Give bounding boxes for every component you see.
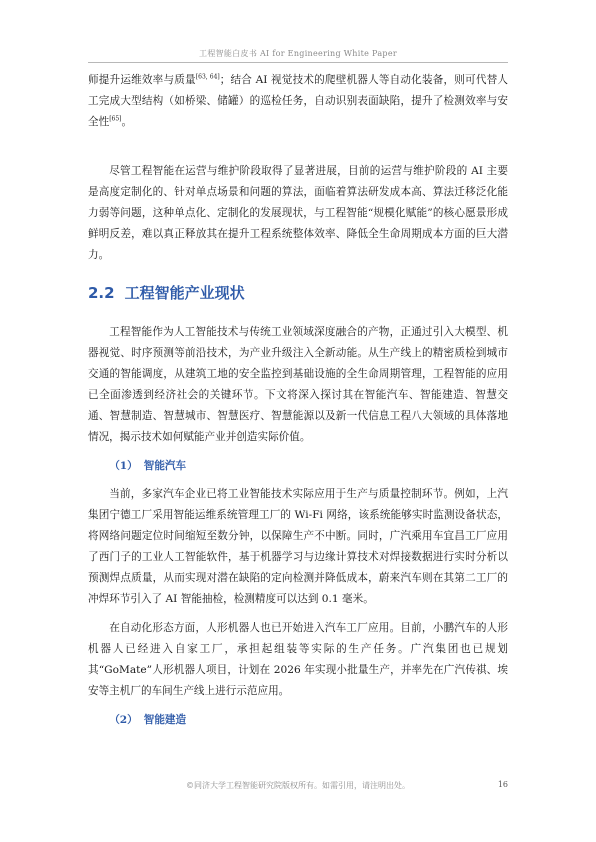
paragraph-industry-overview: 工程智能作为人工智能技术与传统工业领域深度融合的产物，正通过引入大模型、机器视觉、时序预测等前沿技术，为产业升级注入全新动能。从生产线上的精密质检到城市交通的智能调度，从建筑工地的安全监控到基础设施的全生命周期管理，工程智能的应用已全面渗透到经济社会的关键环节。下文将深入探讨其在智能汽车、智能建造、智慧交通、智慧制造、智慧城市、智慧医疗、智慧能源以及新一代信息工程八大领域的具体落地情况，揭示技术如何赋能产业并创造实际价值。	[88, 326, 508, 443]
section-number: 2.2	[88, 284, 115, 302]
subsection-number: （2）	[109, 714, 138, 726]
paragraph-challenges: 尽管工程智能在运营与维护阶段取得了显著进展，目前的运营与维护阶段的 AI 主要是高度定制化的、针对单点场景和问题的算法，面临着算法研发成本高、算法迁移泛化能力弱等问题，这种单点化、定制化的发展现状，与工程智能“规模化赋能”的核心愿景形成鲜明反差，难以真正释放其在提升工程系统整体效率、降低全生命周期成本方面的巨大潜力。	[88, 165, 508, 261]
text-run: ；结合 AI 视觉技术的爬壁机器人等自动化装备，则可代替人工完成大型结构（如桥梁、储罐）的巡检任务，自动识别表面缺陷，提升了检测效率与安全性	[88, 74, 508, 128]
copyright-notice: ©同济大学工程智能研究院版权所有。如需引用，请注明出处。	[186, 781, 410, 790]
citation: [63, 64]	[195, 73, 220, 81]
paragraph-humanoid-robots: 在自动化形态方面，人形机器人也已开始进入汽车工厂应用。目前，小鹏汽车的人形机器人已经进入自家工厂，承担起组装等实际的生产任务。广汽集团也已规划其“GoMate”人形机器人项目，计划在 2026 年实现小批量生产，并率先在广汽传祺、埃安等主机厂的车间生产线上进行示范应用。	[88, 622, 508, 697]
page-body	[88, 70, 508, 738]
subsection-number: （1）	[109, 460, 138, 472]
section-heading	[88, 282, 508, 304]
subsection-title: 智能汽车	[143, 460, 187, 472]
section-title: 工程智能产业现状	[124, 284, 245, 302]
header-rule	[88, 62, 508, 63]
text-run: 。	[121, 116, 133, 128]
paragraph-car-factories: 当前，多家汽车企业已将工业智能技术实际应用于生产与质量控制环节。例如，上汽集团宁德工厂采用智能运维系统管理工厂的 Wi-Fi 网络，该系统能够实时监测设备状态，将网络问题定位时间缩短至数分钟，以保障生产不中断。同时，广汽乘用车宜昌工厂应用了西门子的工业人工智能软件，基于机器学习与边缘计算技术对焊接数据进行实时分析以预测焊点质量，从而实现对潜在缺陷的定向检测并降低成本，蔚来汽车则在其第二工厂的冲焊环节引入了 AI 智能抽检，检测精度可以达到 0.1 毫米。	[88, 488, 508, 605]
text-run: 师提升运维效率与质量	[88, 74, 196, 86]
subsection-heading-smart-construction	[88, 710, 508, 730]
spacer	[88, 133, 508, 161]
paragraph-maintenance	[88, 70, 508, 133]
citation: [65]	[109, 115, 122, 123]
subsection-heading-smart-car	[88, 456, 508, 476]
subsection-title: 智能建造	[143, 714, 187, 726]
page-number: 16	[497, 780, 508, 789]
running-header: 工程智能白皮书 AI for Engineering White Paper	[199, 49, 397, 58]
